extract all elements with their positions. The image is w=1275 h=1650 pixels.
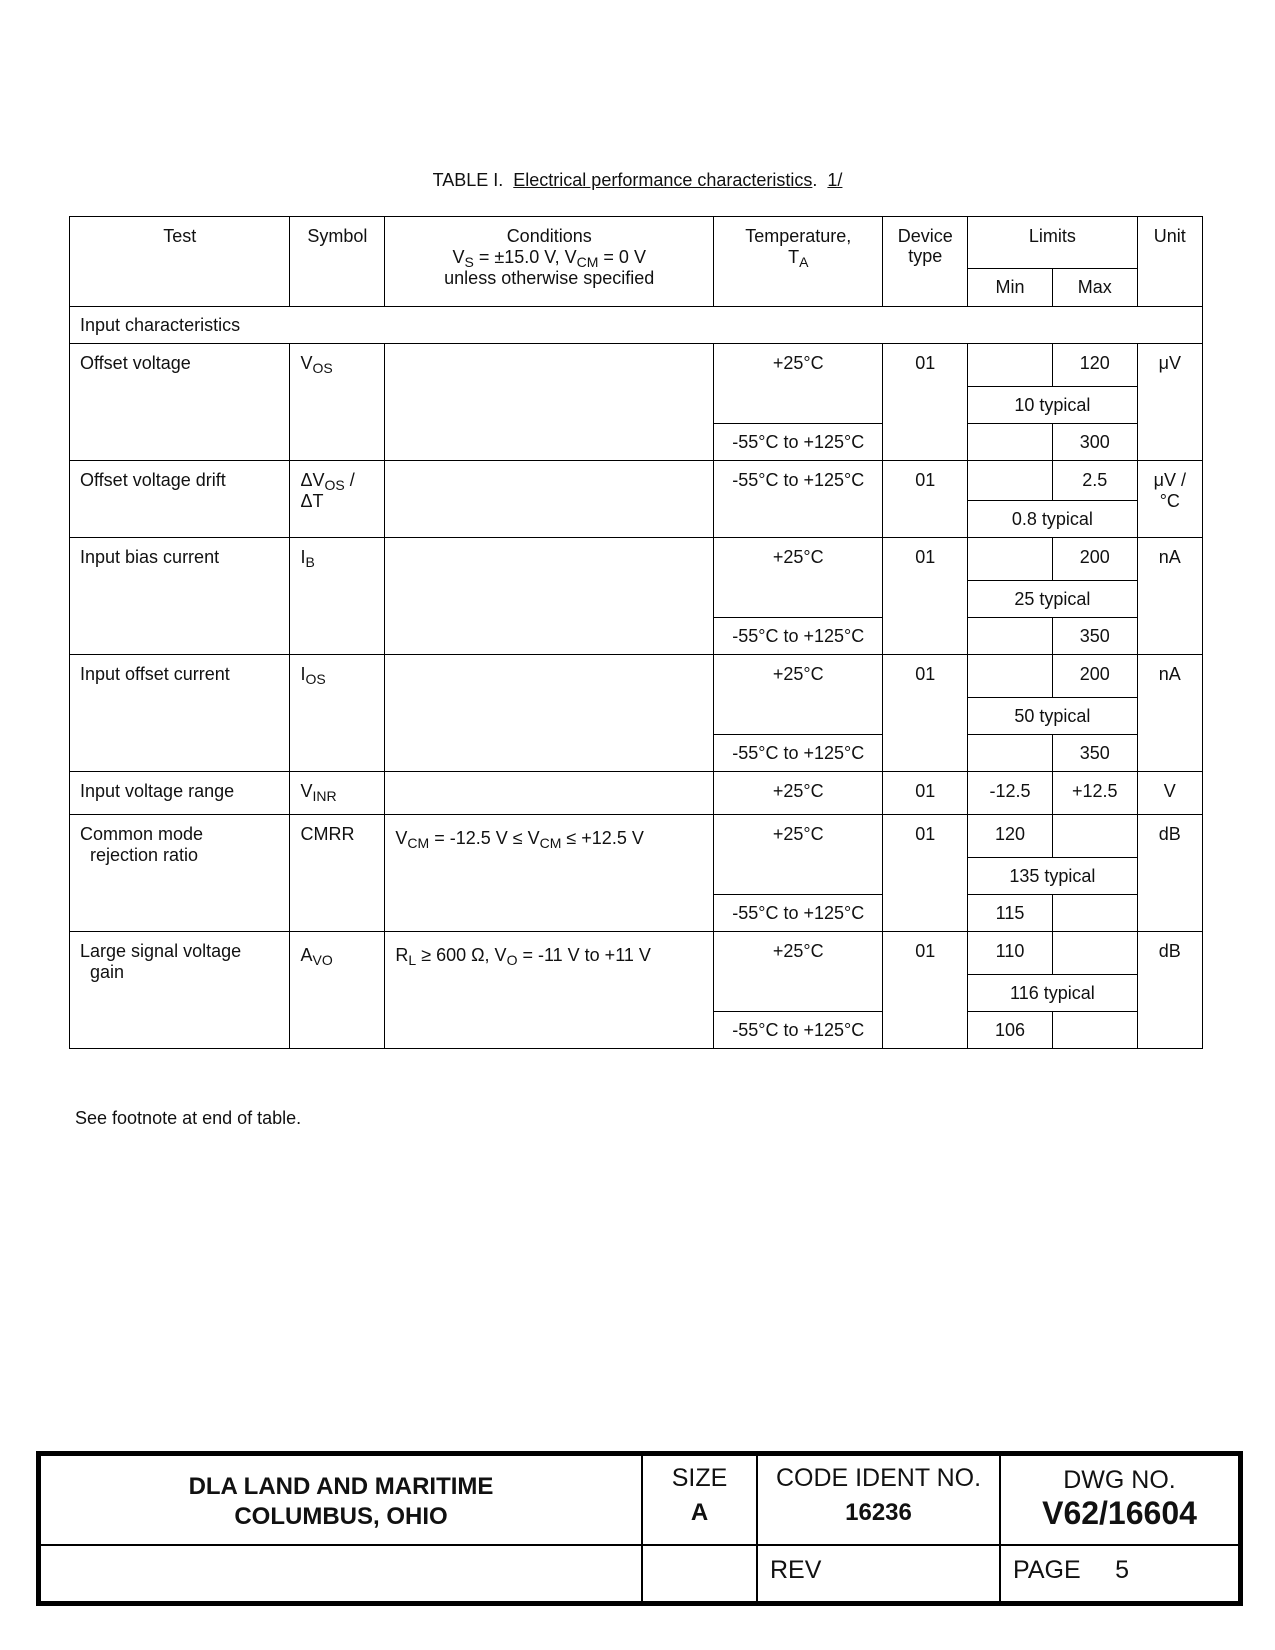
max-value (1052, 1012, 1137, 1049)
dwg-no-value: V62/16604 (1042, 1495, 1197, 1531)
device-type: 01 (883, 815, 968, 932)
title-block (36, 1451, 1243, 1606)
max-value (1052, 932, 1137, 975)
max-value: 350 (1052, 618, 1137, 655)
device-type: 01 (883, 932, 968, 1049)
code-ident-label: CODE IDENT NO. (775, 1464, 982, 1492)
table-row (70, 772, 1203, 815)
temperature: +25°C (714, 815, 883, 895)
max-value: 300 (1052, 424, 1137, 461)
test-name: Offset voltage (70, 344, 290, 461)
min-value: -12.5 (968, 772, 1053, 815)
typical-value: 135 typical (968, 858, 1137, 895)
header-temperature: Temperature, $T_A$ (714, 217, 883, 307)
header-min: Min (968, 269, 1053, 307)
table-title-period: . (812, 170, 818, 190)
temperature: +25°C (714, 538, 883, 618)
conditions-line1: Conditions (506, 226, 592, 246)
header-conditions (385, 217, 714, 307)
max-value (1052, 895, 1137, 932)
table-row (70, 655, 1203, 698)
table-title-caption: Electrical performance characteristics (513, 170, 813, 190)
min-value: 110 (968, 932, 1053, 975)
rev-label: REV (770, 1556, 822, 1584)
table-title (0, 170, 1275, 191)
footnote-reference-text: See footnote at end of table. (75, 1108, 302, 1128)
symbol: $I_B$ (290, 538, 385, 655)
conditions (385, 461, 714, 538)
header-test: Test (70, 217, 290, 307)
max-value (1052, 815, 1137, 858)
temperature: -55°C to +125°C (714, 895, 883, 932)
code-ident-cell (758, 1456, 1001, 1546)
temperature: +25°C (714, 932, 883, 1012)
org-cell (41, 1456, 643, 1546)
typical-value: 10 typical (968, 387, 1137, 424)
max-value: 2.5 (1052, 461, 1137, 501)
max-value: 200 (1052, 655, 1137, 698)
size-value: A (690, 1499, 709, 1526)
test-name: Input voltage range (70, 772, 290, 815)
table-row (70, 538, 1203, 581)
test-name: Input offset current (70, 655, 290, 772)
max-value: 120 (1052, 344, 1137, 387)
min-value: 115 (968, 895, 1053, 932)
table-row (70, 932, 1203, 975)
device-type: 01 (883, 655, 968, 772)
symbol: $\Delta V_{OS}$ / ΔT (290, 461, 385, 538)
min-value (968, 618, 1053, 655)
temperature: -55°C to +125°C (714, 1012, 883, 1049)
unit: μV (1137, 344, 1202, 461)
max-value: +12.5 (1052, 772, 1137, 815)
header-symbol: Symbol (290, 217, 385, 307)
unit: nA (1137, 655, 1202, 772)
typical-value: 25 typical (968, 581, 1137, 618)
min-value (968, 344, 1053, 387)
page-number: 5 (1115, 1556, 1129, 1584)
org-location: COLUMBUS, OHIO (234, 1503, 448, 1530)
test-name: Large signal voltage gain (70, 932, 290, 1049)
conditions-line3: unless otherwise specified (444, 268, 655, 288)
blank-cell (643, 1546, 758, 1601)
conditions (385, 655, 714, 772)
header-max: Max (1052, 269, 1137, 307)
table-row (70, 344, 1203, 387)
org-name: DLA LAND AND MARITIME (188, 1473, 494, 1500)
device-type: 01 (883, 344, 968, 461)
conditions: $R_L \ge 600$ Ω, $V_O = -11$ V to +11 V (385, 932, 714, 1049)
blank-cell (41, 1546, 643, 1601)
max-value: 200 (1052, 538, 1137, 581)
temperature: +25°C (714, 772, 883, 815)
table-row (70, 461, 1203, 501)
device-type: 01 (883, 772, 968, 815)
unit: μV / °C (1137, 461, 1202, 538)
temperature: +25°C (714, 655, 883, 735)
temperature: -55°C to +125°C (714, 618, 883, 655)
typical-value: 116 typical (968, 975, 1137, 1012)
min-value (968, 424, 1053, 461)
symbol: $V_{OS}$ (290, 344, 385, 461)
dwg-no-cell (1001, 1456, 1238, 1546)
min-value (968, 538, 1053, 581)
conditions (385, 538, 714, 655)
table-title-prefix: TABLE I. (432, 170, 504, 190)
temperature: -55°C to +125°C (714, 461, 883, 538)
unit: dB (1137, 815, 1202, 932)
symbol: $A_{VO}$ (290, 932, 385, 1049)
conditions-line2: $V_S = \pm 15.0$ V, $V_{CM} = 0$ V (452, 247, 646, 270)
footnote-ref[interactable]: 1/ (827, 170, 843, 190)
device-type: 01 (883, 461, 968, 538)
device-type: 01 (883, 538, 968, 655)
unit: V (1137, 772, 1202, 815)
conditions (385, 772, 714, 815)
min-value (968, 461, 1053, 501)
typical-value: 50 typical (968, 698, 1137, 735)
conditions (385, 344, 714, 461)
min-value: 120 (968, 815, 1053, 858)
min-value (968, 655, 1053, 698)
unit: nA (1137, 538, 1202, 655)
size-cell (643, 1456, 758, 1546)
max-value: 350 (1052, 735, 1137, 772)
symbol: CMRR (290, 815, 385, 932)
conditions: $V_{CM} = -12.5$ $V \le V_{CM} \le +12.5$ V (385, 815, 714, 932)
table-row (70, 815, 1203, 858)
page-label: PAGE (1013, 1556, 1081, 1584)
code-ident-value: 16236 (845, 1499, 912, 1526)
temperature: -55°C to +125°C (714, 424, 883, 461)
test-name: Input bias current (70, 538, 290, 655)
min-value: 106 (968, 1012, 1053, 1049)
symbol: $I_{OS}$ (290, 655, 385, 772)
min-value (968, 735, 1053, 772)
temperature: +25°C (714, 344, 883, 424)
section-input-characteristics: Input characteristics (70, 307, 1203, 344)
unit: dB (1137, 932, 1202, 1049)
header-limits: Limits (968, 217, 1137, 269)
dwg-no-label: DWG NO. (1063, 1466, 1176, 1494)
electrical-characteristics-table (69, 216, 1203, 1049)
page-cell (1001, 1546, 1238, 1601)
test-name: Offset voltage drift (70, 461, 290, 538)
size-label: SIZE (671, 1464, 728, 1492)
symbol: $V_{INR}$ (290, 772, 385, 815)
typical-value: 0.8 typical (968, 501, 1137, 538)
test-name: Common mode rejection ratio (70, 815, 290, 932)
header-unit: Unit (1137, 217, 1202, 307)
header-device-type: Device type (883, 217, 968, 307)
temperature: -55°C to +125°C (714, 735, 883, 772)
rev-cell (758, 1546, 1001, 1601)
